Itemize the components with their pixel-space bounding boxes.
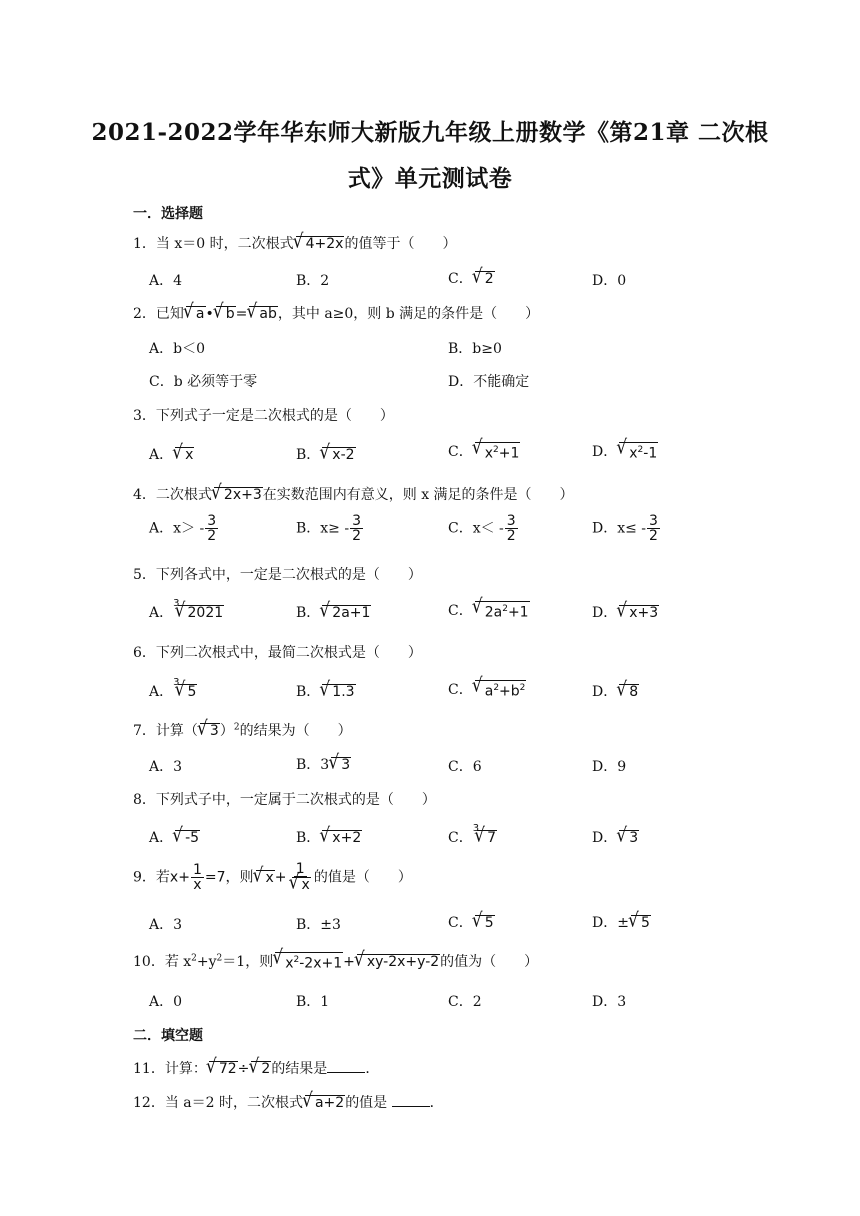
question-4: 4．二次根式√ 2x+3在实数范围内有意义，则 x 满足的条件是（ ）	[133, 484, 574, 504]
q3-option-d: D．√ $x^2-1$	[592, 441, 658, 462]
q8-option-b: B．√ x+2	[296, 827, 362, 847]
q8-option-a: A．√ -5	[149, 827, 200, 847]
q5-option-a: A．$^3$√ 2021	[149, 602, 224, 622]
q1-option-b: B．2	[296, 273, 330, 289]
q9-option-c: C．√ 5	[448, 912, 495, 932]
q3-option-c: C．√ $x^2+1$	[448, 441, 520, 462]
question-5: 5．下列各式中，一定是二次根式的是（ ）	[133, 567, 422, 583]
section-heading-choice: 一．选择题	[133, 206, 203, 222]
question-1: 1．当 x＝0 时，二次根式√ 4+2x的值等于（ ）	[133, 233, 456, 253]
q1-option-c: C．√ 2	[448, 268, 495, 288]
q2-option-a: A．b＜0	[149, 341, 205, 357]
q9-option-b: B．±3	[296, 917, 341, 933]
q10-option-b: B．1	[296, 994, 330, 1010]
q1-option-d: D．0	[592, 273, 627, 289]
answer-blank[interactable]	[392, 1094, 430, 1107]
q3-option-a: A．√ x	[149, 444, 194, 464]
q4-option-a: A．x＞ - $\frac{3}{2}$	[149, 513, 217, 544]
radical: √ 4+2x	[296, 236, 345, 252]
q4-option-b: B．x≥ - $\frac{3}{2}$	[296, 513, 362, 544]
q10-option-a: A．0	[149, 994, 183, 1010]
q10-option-d: D．3	[592, 994, 627, 1010]
q6-option-c: C．√ $a^2+b^2$	[448, 679, 526, 700]
question-10: 10．若 $x^2+y^2=1$，则√ $x^2-2x+1+√$ xy-2x+y-2的值为（ ）	[133, 951, 538, 972]
q8-option-c: C．$^3$√ 7	[448, 827, 497, 847]
q10-option-c: C．2	[448, 994, 482, 1010]
question-2: 2．已知√ a•√ b=√ ab，其中 a≥0，则 b 满足的条件是（ ）	[133, 303, 539, 323]
q5-option-b: B．√ 2a+1	[296, 602, 371, 622]
question-12: 12．当 a＝2 时，二次根式√ a+2的值是 ．	[133, 1092, 444, 1112]
question-3: 3．下列式子一定是二次根式的是（ ）	[133, 408, 394, 424]
question-11: 11．计算：√ 72÷√ 2的结果是 ．	[133, 1058, 379, 1078]
q4-option-d: D．x≤ - $\frac{3}{2}$	[592, 513, 658, 544]
q6-option-d: D．√ 8	[592, 681, 639, 701]
q7-option-b: B．3√ 3	[296, 754, 351, 774]
q7-option-d: D．9	[592, 759, 627, 775]
answer-blank[interactable]	[327, 1060, 365, 1073]
question-9: 9．若x+ $\frac{1}{x}$ =7，则√ x+ 1 √ x 的值是（ ）	[133, 862, 412, 893]
q7-option-c: C．6	[448, 759, 482, 775]
q6-option-a: A．$^3$√ 5	[149, 681, 197, 701]
question-8: 8．下列式子中，一定属于二次根式的是（ ）	[133, 792, 436, 808]
q3-option-b: B．√ x-2	[296, 444, 356, 464]
q6-option-b: B．√ 1.3	[296, 681, 356, 701]
section-heading-fill: 二．填空题	[133, 1028, 203, 1044]
q1-option-a: A．4	[149, 273, 183, 289]
question-6: 6．下列二次根式中，最简二次根式是（ ）	[133, 645, 422, 661]
q2-option-b: B．b≥0	[448, 341, 502, 357]
q9-option-d: D．±√ 5	[592, 912, 651, 932]
page-title-line1: 2021-2022学年华东师大新版九年级上册数学《第21章 二次根	[91, 119, 769, 146]
q2-option-d: D．不能确定	[448, 374, 530, 390]
q4-option-c: C．x＜ - $\frac{3}{2}$	[448, 513, 516, 544]
q8-option-d: D．√ 3	[592, 827, 639, 847]
page-title-line2: 式》单元测试卷	[347, 165, 513, 192]
q5-option-c: C．√ $2a^2+1$	[448, 600, 530, 621]
q7-option-a: A．3	[149, 759, 183, 775]
q5-option-d: D．√ x+3	[592, 602, 659, 622]
q2-option-c: C．b 必须等于零	[149, 374, 258, 390]
question-7: 7．计算（√ 3）$^2$的结果为（ ）	[133, 720, 352, 740]
q9-option-a: A．3	[149, 917, 183, 933]
